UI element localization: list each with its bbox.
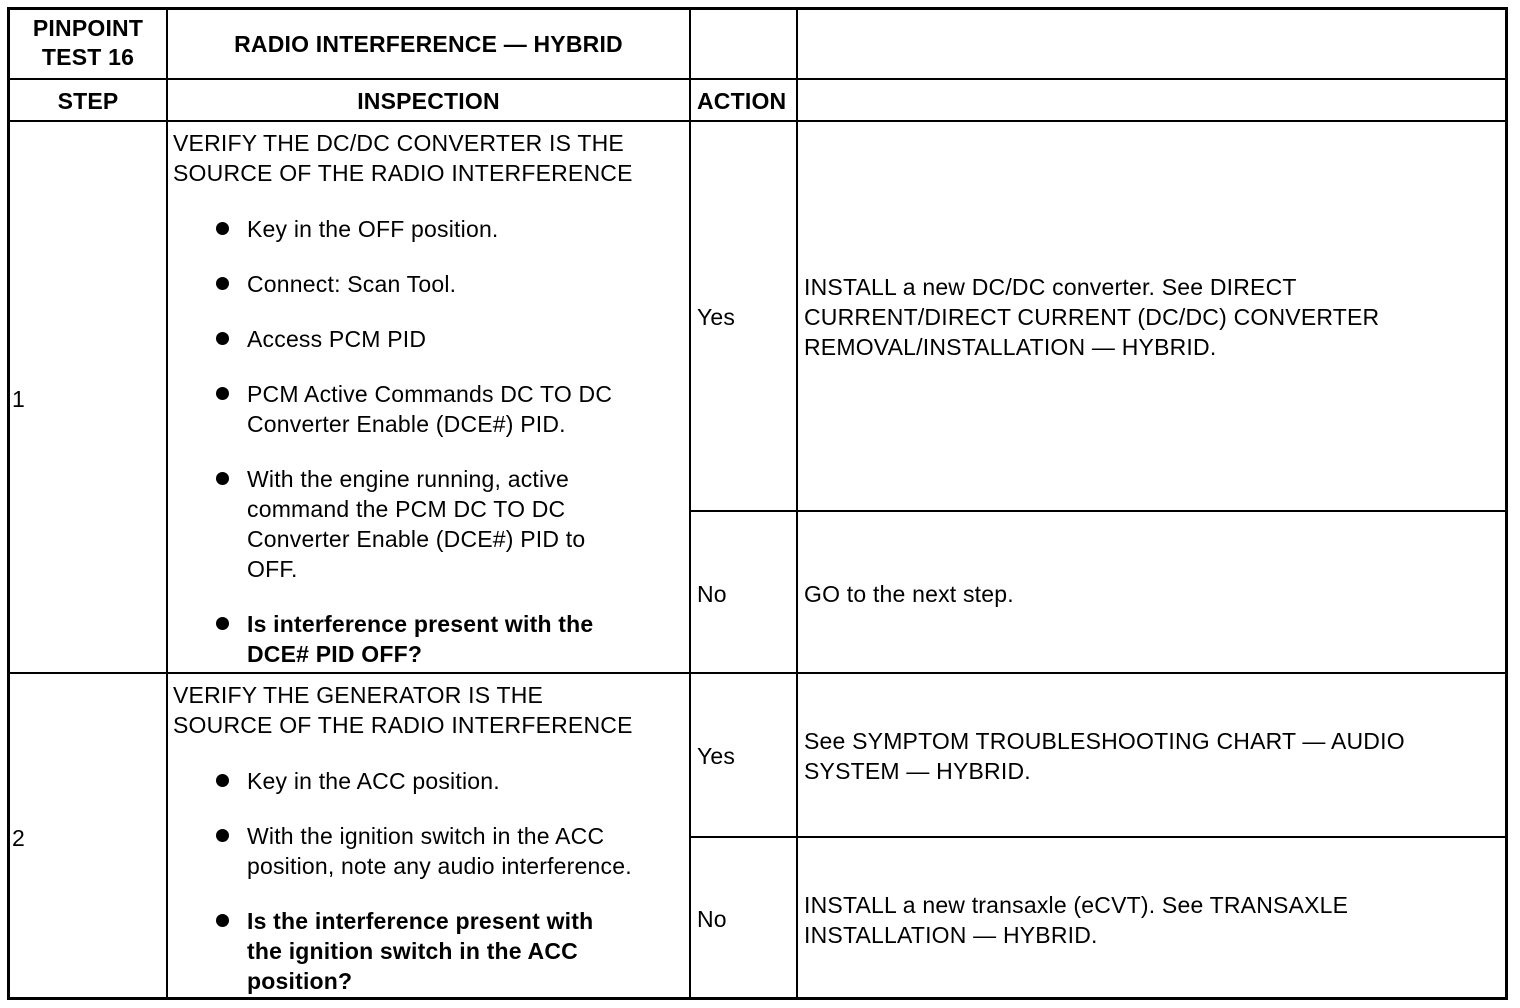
bullet-icon xyxy=(216,222,229,235)
bullet-item xyxy=(247,821,632,881)
bullet-icon xyxy=(216,914,229,927)
action-line: CURRENT/DIRECT CURRENT (DC/DC) CONVERTER xyxy=(804,304,1380,330)
bullet-line: Connect: Scan Tool. xyxy=(247,271,457,297)
action-line: GO to the next step. xyxy=(804,581,1014,607)
divider-header xyxy=(7,78,1508,80)
bullet-line: OFF. xyxy=(247,556,298,582)
pinpoint-label-line1: PINPOINT xyxy=(32,15,144,41)
bullet-line: the ignition switch in the ACC xyxy=(247,938,578,964)
table-border-bottom xyxy=(7,997,1508,1000)
bullet-icon xyxy=(216,829,229,842)
pinpoint-label xyxy=(10,14,166,72)
bullet-item-question xyxy=(247,906,593,996)
bullet-line: Key in the ACC position. xyxy=(247,768,500,794)
answer-no: No xyxy=(697,581,727,607)
action-text xyxy=(804,579,1014,609)
bullet-item xyxy=(247,269,456,299)
action-line: INSTALL a new transaxle (eCVT). See TRANSAXLE xyxy=(804,892,1349,918)
test-title: RADIO INTERFERENCE — HYBRID xyxy=(234,31,623,57)
bullet-line: position? xyxy=(247,968,353,994)
bullet-line: Key in the OFF position. xyxy=(247,216,499,242)
bullet-item-question xyxy=(247,609,593,669)
bullet-line: Converter Enable (DCE#) PID to xyxy=(247,526,586,552)
step-number: 1 xyxy=(12,386,25,412)
divider-step xyxy=(166,7,168,1000)
bullet-line: Is the interference present with xyxy=(247,908,594,934)
column-header-action: ACTION xyxy=(697,88,787,114)
answer-yes: Yes xyxy=(697,743,736,769)
heading-line: SOURCE OF THE RADIO INTERFERENCE xyxy=(173,712,633,738)
action-line: INSTALL a new DC/DC converter. See DIRECT xyxy=(804,274,1297,300)
bullet-item xyxy=(247,464,585,584)
bullet-line: Is interference present with the xyxy=(247,611,594,637)
heading-line: VERIFY THE GENERATOR IS THE xyxy=(173,682,544,708)
inspection-heading xyxy=(173,680,633,740)
divider-step-rows xyxy=(7,672,1508,674)
action-line: REMOVAL/INSTALLATION — HYBRID. xyxy=(804,334,1217,360)
bullet-icon xyxy=(216,277,229,290)
bullet-line: With the ignition switch in the ACC xyxy=(247,823,605,849)
bullet-icon xyxy=(216,387,229,400)
pinpoint-label-line2: TEST 16 xyxy=(41,44,135,70)
answer-yes: Yes xyxy=(697,304,736,330)
bullet-icon xyxy=(216,617,229,630)
divider-columns xyxy=(7,120,1508,122)
bullet-line: With the engine running, active xyxy=(247,466,570,492)
divider-action xyxy=(796,7,798,1000)
action-line: INSTALLATION — HYBRID. xyxy=(804,922,1098,948)
action-line: See SYMPTOM TROUBLESHOOTING CHART — AUDIO xyxy=(804,728,1405,754)
column-header-step: STEP xyxy=(57,88,119,114)
bullet-line: DCE# PID OFF? xyxy=(247,641,423,667)
bullet-line: PCM Active Commands DC TO DC xyxy=(247,381,613,407)
bullet-line: position, note any audio interference. xyxy=(247,853,632,879)
column-header-inspection: INSPECTION xyxy=(357,88,500,114)
table-border-left xyxy=(7,7,10,1000)
table-border-top xyxy=(7,7,1508,10)
bullet-icon xyxy=(216,332,229,345)
action-line: SYSTEM — HYBRID. xyxy=(804,758,1031,784)
bullet-line: Converter Enable (DCE#) PID. xyxy=(247,411,566,437)
bullet-item xyxy=(247,324,426,354)
divider-step1-outcomes xyxy=(689,510,1508,512)
heading-line: SOURCE OF THE RADIO INTERFERENCE xyxy=(173,160,633,186)
bullet-item xyxy=(247,379,612,439)
bullet-icon xyxy=(216,774,229,787)
bullet-item xyxy=(247,214,499,244)
bullet-icon xyxy=(216,472,229,485)
action-text xyxy=(804,726,1405,786)
bullet-item xyxy=(247,766,500,796)
action-text xyxy=(804,272,1379,362)
bullet-line: command the PCM DC TO DC xyxy=(247,496,566,522)
inspection-heading xyxy=(173,128,633,188)
divider-inspection xyxy=(689,7,691,1000)
divider-step2-outcomes xyxy=(689,836,1508,838)
answer-no: No xyxy=(697,906,727,932)
table-border-right xyxy=(1505,7,1508,1000)
bullet-line: Access PCM PID xyxy=(247,326,427,352)
heading-line: VERIFY THE DC/DC CONVERTER IS THE xyxy=(173,130,624,156)
action-text xyxy=(804,890,1348,950)
step-number: 2 xyxy=(12,825,25,851)
